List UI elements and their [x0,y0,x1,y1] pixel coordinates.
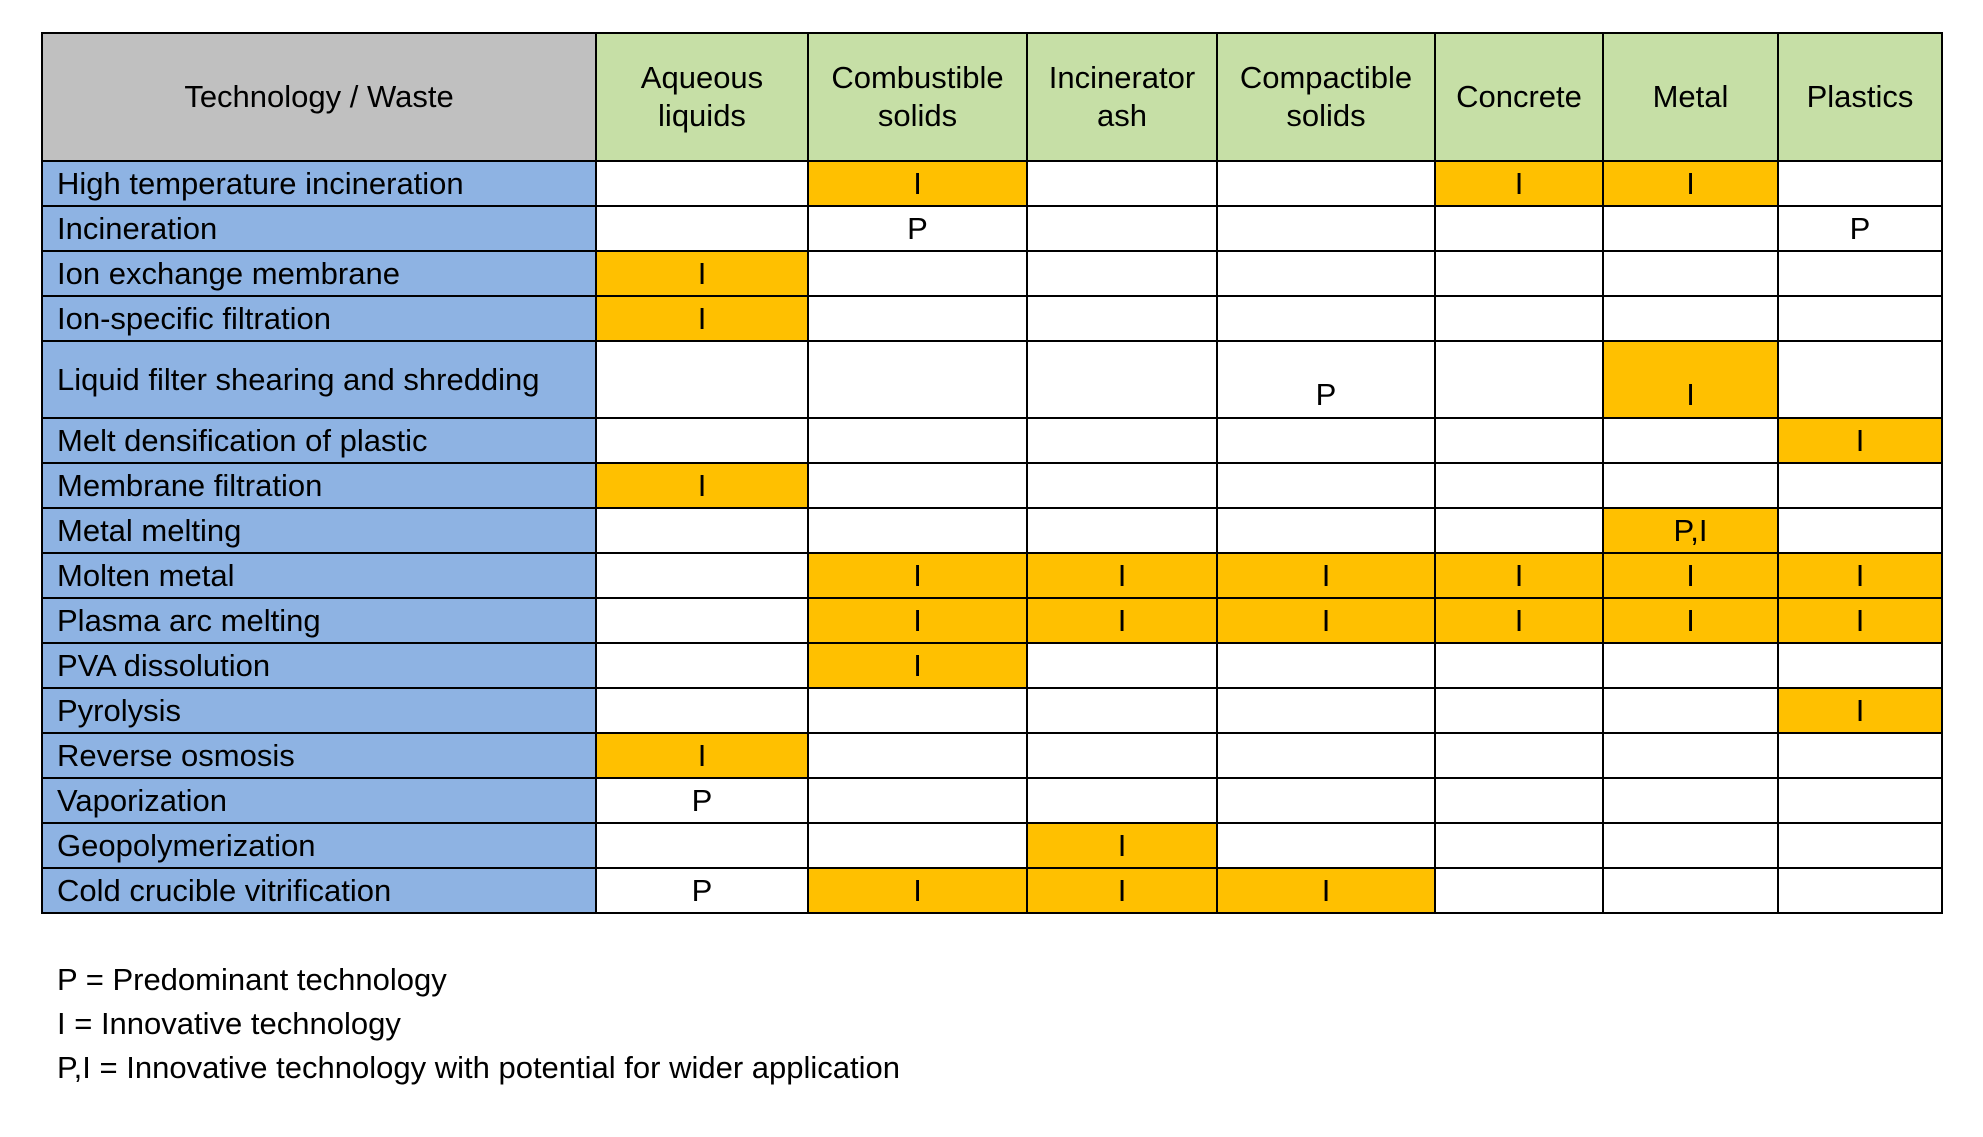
table-cell [1217,296,1435,341]
table-cell [596,598,808,643]
column-header: Aqueous liquids [596,33,808,161]
table-cell [1217,508,1435,553]
row-label: Vaporization [42,778,596,823]
row-label: Melt densification of plastic [42,418,596,463]
table-row [42,508,1942,553]
table-row [42,688,1942,733]
legend-item: P,I = Innovative technology with potential for wider application [57,1050,900,1085]
table-cell [1435,418,1603,463]
table-cell: I [596,296,808,341]
table-cell [596,508,808,553]
table-cell: I [1027,823,1217,868]
header-row [42,33,1942,161]
row-label: PVA dissolution [42,643,596,688]
table-cell [1435,251,1603,296]
table-cell [808,296,1027,341]
table-cell [596,161,808,206]
table-cell: I [1435,598,1603,643]
table-row [42,341,1942,418]
table-cell: I [1603,161,1778,206]
row-label: Geopolymerization [42,823,596,868]
table-cell: I [596,733,808,778]
column-header: Metal [1603,33,1778,161]
table-cell [1603,251,1778,296]
table-cell [596,206,808,251]
table-cell [1778,508,1942,553]
legend-item: P = Predominant technology [57,962,447,997]
matrix-body [42,161,1942,913]
table-cell: I [808,553,1027,598]
table-cell [1435,341,1603,418]
row-label: High temperature incineration [42,161,596,206]
table-cell [1217,206,1435,251]
table-cell [808,251,1027,296]
table-cell: I [1603,553,1778,598]
table-cell [1027,296,1217,341]
table-cell [1027,643,1217,688]
table-cell [1435,778,1603,823]
table-cell [596,553,808,598]
row-label: Cold crucible vitrification [42,868,596,913]
legend-item: I = Innovative technology [57,1006,401,1041]
column-header: Incinerator ash [1027,33,1217,161]
table-cell [1217,418,1435,463]
table-cell [1435,733,1603,778]
table-cell [1027,161,1217,206]
table-cell: I [1217,553,1435,598]
table-cell: I [1435,553,1603,598]
table-cell: I [808,598,1027,643]
table-cell [1027,508,1217,553]
table-cell: P [1217,341,1435,418]
table-cell [1435,688,1603,733]
table-cell [1217,733,1435,778]
table-cell [1603,296,1778,341]
table-cell: I [1778,688,1942,733]
table-cell: I [808,868,1027,913]
table-cell: P [1778,206,1942,251]
table-cell [1603,778,1778,823]
row-label: Ion-specific filtration [42,296,596,341]
table-cell [1603,733,1778,778]
table-cell [808,823,1027,868]
table-row [42,823,1942,868]
table-cell: I [1217,598,1435,643]
table-cell: I [1027,553,1217,598]
table-row [42,418,1942,463]
table-cell [808,341,1027,418]
table-cell [1435,296,1603,341]
row-label: Reverse osmosis [42,733,596,778]
table-cell [1778,161,1942,206]
table-cell: I [596,251,808,296]
table-cell [1778,823,1942,868]
table-cell [1027,733,1217,778]
table-row [42,598,1942,643]
table-cell: P [596,868,808,913]
table-cell [1027,688,1217,733]
table-row [42,251,1942,296]
table-row [42,161,1942,206]
table-cell [808,418,1027,463]
table-cell [808,688,1027,733]
technology-waste-matrix [41,32,1943,914]
column-header: Plastics [1778,33,1942,161]
table-cell: I [1217,868,1435,913]
row-label: Pyrolysis [42,688,596,733]
table-cell: I [1603,598,1778,643]
row-label: Plasma arc melting [42,598,596,643]
table-cell [808,508,1027,553]
row-label: Incineration [42,206,596,251]
table-cell: I [1603,341,1778,418]
table-cell [1435,823,1603,868]
table-cell [1217,688,1435,733]
row-label: Liquid filter shearing and shredding [42,341,596,418]
table-cell [808,733,1027,778]
table-cell [596,418,808,463]
table-cell [1778,341,1942,418]
table-cell: I [1435,161,1603,206]
table-cell [1435,643,1603,688]
row-label: Ion exchange membrane [42,251,596,296]
table-cell [1603,643,1778,688]
table-cell [1603,688,1778,733]
table-cell [1778,296,1942,341]
table-cell [808,778,1027,823]
table-cell: I [808,161,1027,206]
table-row [42,296,1942,341]
table-cell: P,I [1603,508,1778,553]
table-cell [1778,778,1942,823]
row-label: Membrane filtration [42,463,596,508]
table-cell [596,341,808,418]
corner-header: Technology / Waste [42,33,596,161]
table-cell [1603,463,1778,508]
table-cell: I [1778,598,1942,643]
table-row [42,733,1942,778]
column-header: Concrete [1435,33,1603,161]
table-cell [1603,206,1778,251]
table-cell: I [1027,868,1217,913]
table-row [42,463,1942,508]
table-cell [596,688,808,733]
table-cell [1027,463,1217,508]
table-cell: I [1778,553,1942,598]
table-cell: P [808,206,1027,251]
table-row [42,868,1942,913]
table-cell [1217,251,1435,296]
table-cell [1778,868,1942,913]
table-cell [1217,463,1435,508]
table-cell [1027,418,1217,463]
table-cell [1217,778,1435,823]
table-cell [1217,161,1435,206]
table-row [42,778,1942,823]
table-cell [1027,778,1217,823]
table-cell [1778,643,1942,688]
table-cell: I [808,643,1027,688]
table-row [42,206,1942,251]
table-cell [1435,868,1603,913]
table-cell [1435,463,1603,508]
table-cell [1027,206,1217,251]
table-cell [808,463,1027,508]
table-row [42,643,1942,688]
legend [57,958,900,1090]
table-cell: I [1778,418,1942,463]
table-cell [596,643,808,688]
table-cell [1603,418,1778,463]
row-label: Molten metal [42,553,596,598]
table-cell: P [596,778,808,823]
table-cell [1435,206,1603,251]
table-cell [1603,823,1778,868]
table-cell [1217,643,1435,688]
table-cell [1778,733,1942,778]
table-cell [1778,463,1942,508]
table-cell [1435,508,1603,553]
table-cell [1217,823,1435,868]
table-cell: I [1027,598,1217,643]
table-cell [1603,868,1778,913]
table-row [42,553,1942,598]
table-cell [1027,251,1217,296]
column-header: Combustible solids [808,33,1027,161]
row-label: Metal melting [42,508,596,553]
table-cell: I [596,463,808,508]
column-header: Compactible solids [1217,33,1435,161]
table-cell [596,823,808,868]
table-cell [1027,341,1217,418]
table-cell [1778,251,1942,296]
